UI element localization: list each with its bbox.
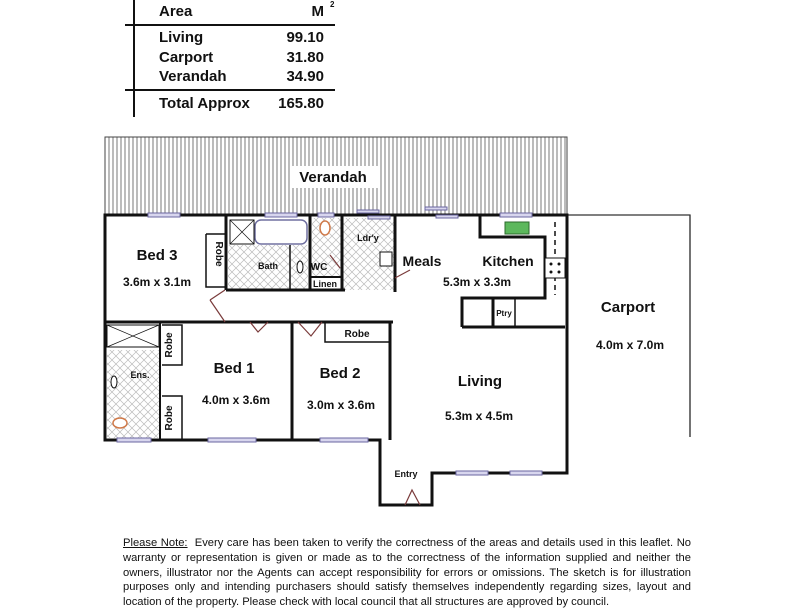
bed1-dimensions: 4.0m x 3.6m — [201, 393, 271, 407]
verandah-label: Verandah — [299, 169, 367, 186]
disclaimer-note — [123, 536, 691, 610]
bath-label: Bath — [258, 261, 278, 271]
carport-outline — [567, 215, 690, 437]
area-row-value: 31.80 — [286, 49, 324, 66]
entry-label: Entry — [394, 469, 418, 479]
area-row-label: Verandah — [159, 68, 227, 85]
area-total-label: Total Approx — [159, 95, 250, 112]
robe-label: Robe — [213, 241, 224, 267]
robe-label: Robe — [344, 329, 370, 340]
bathtub-icon — [255, 220, 307, 244]
living-dimensions: 5.3m x 4.5m — [444, 409, 514, 423]
vanity-basin-icon — [297, 261, 303, 273]
robe-label: Robe — [164, 332, 175, 358]
area-row-label: Living — [159, 29, 204, 46]
area-header-unit: M — [311, 3, 324, 20]
linen-label: Linen — [313, 279, 337, 289]
sink-icon — [505, 222, 529, 234]
robe-label: Robe — [164, 405, 175, 431]
kitchen-label: Kitchen — [482, 253, 534, 269]
laundry-trough-icon — [380, 252, 392, 266]
ensuite-toilet-icon — [113, 418, 127, 428]
bed3-label: Bed 3 — [136, 247, 178, 264]
carport-dimensions: 4.0m x 7.0m — [595, 338, 665, 352]
laundry-label: Ldr'y — [357, 233, 379, 243]
ensuite-label: Ens. — [130, 370, 150, 380]
toilet-icon — [320, 221, 330, 235]
kitchen-dimensions: 5.3m x 3.3m — [442, 275, 512, 289]
ensuite-basin-icon — [111, 376, 117, 388]
bed2-dimensions: 3.0m x 3.6m — [306, 398, 376, 412]
carport-label: Carport — [600, 299, 656, 316]
pantry-label: Ptry — [496, 309, 512, 318]
living-label: Living — [457, 373, 503, 390]
cooktop-icon — [545, 258, 565, 278]
bed3-dimensions: 3.6m x 3.1m — [122, 275, 192, 289]
area-row-value: 99.10 — [286, 29, 324, 46]
area-row-label: Carport — [159, 49, 214, 66]
area-row-value: 34.90 — [286, 68, 324, 85]
bed2-label: Bed 2 — [319, 365, 361, 382]
wc-label: WC — [310, 262, 328, 273]
unit-superscript: 2 — [330, 0, 335, 9]
area-total-value: 165.80 — [278, 95, 324, 112]
area-header-label: Area — [159, 3, 193, 20]
note-text: Every care has been taken to verify the correctness of the areas and details used in this leaflet. No warranty or representation is given or made as to the correctness of the information supplied and neither the owners, illustrator nor the Agents can accept responsibility for errors or omissions. The sketch is for illustration purposes only and intending purchasers should satisfy themselves independently regarding sizes, layout and location of the property. Please check with local council that all structures are approved by council. — [123, 537, 691, 609]
bed1-label: Bed 1 — [213, 360, 255, 377]
note-heading: Please Note: — [123, 537, 188, 549]
meals-label: Meals — [402, 253, 442, 269]
